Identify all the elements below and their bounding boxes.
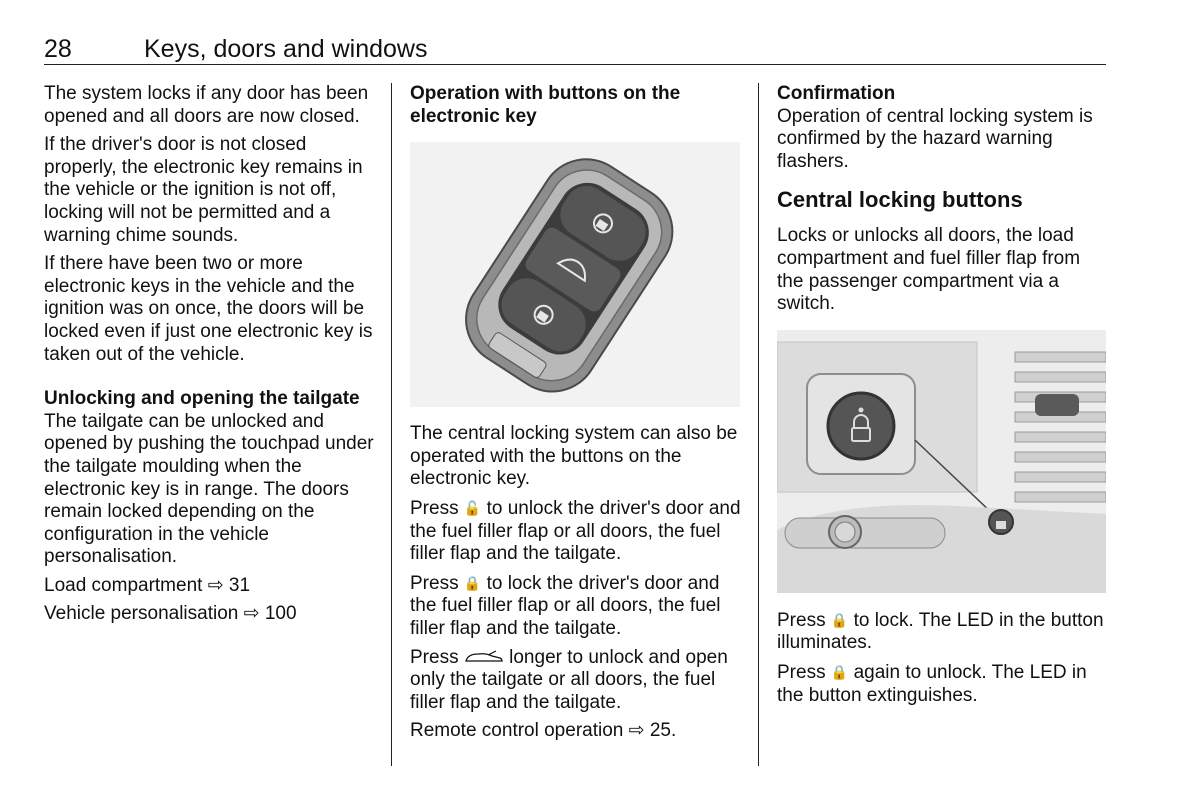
- paragraph: The tailgate can be unlocked and opened by pushing the touchpad under the tailgate moulding when the electronic key is in range. The doors remain locked depending on the configuration in the vehicle personalisation.: [44, 410, 374, 568]
- instruction-text: to lock. The LED in the button illuminates.: [777, 609, 1104, 654]
- cross-reference-remote-control[interactable]: [410, 720, 746, 743]
- column-1: [44, 83, 376, 632]
- reference-arrow-icon: ⇨: [628, 720, 645, 742]
- press-word: Press: [410, 646, 459, 668]
- confirmation-heading: Confirmation: [777, 83, 896, 104]
- reference-text: Load compartment: [44, 574, 203, 596]
- central-locking-heading: Central locking buttons: [777, 187, 1023, 213]
- chapter-title: Keys, doors and windows: [144, 35, 428, 63]
- press-word: Press: [777, 661, 826, 683]
- unlock-instruction: [410, 497, 746, 566]
- column-divider: [758, 83, 759, 766]
- paragraph: Operation of central locking system is confirmed by the hazard warning flashers.: [777, 105, 1093, 172]
- instruction-text: to unlock the driver's door and the fuel filler flap or all doors, the fuel filler flap and the tailgate.: [410, 497, 741, 565]
- cross-reference-load-compartment[interactable]: [44, 575, 376, 598]
- tailgate-instruction: [410, 647, 746, 715]
- central-lock-icon: 🔒: [830, 611, 849, 628]
- reference-arrow-icon: ⇨: [243, 603, 260, 625]
- reference-page: 31: [228, 574, 251, 596]
- column-2: [410, 83, 746, 749]
- lock-instruction: [410, 572, 746, 641]
- paragraph: The central locking system can also be operated with the buttons on the electronic key.: [410, 423, 738, 490]
- cross-reference-vehicle-personalisation[interactable]: [44, 603, 376, 626]
- reference-arrow-icon: ⇨: [207, 574, 224, 596]
- page-number: 28: [44, 35, 72, 63]
- instruction-text: again to unlock. The LED in the button extinguishes.: [777, 661, 1087, 706]
- unlock-instruction: [777, 661, 1107, 707]
- press-word: Press: [410, 497, 459, 519]
- instruction-text: longer to unlock and open only the tailgate or all doors, the fuel filler flap and the tailgate.: [410, 646, 728, 713]
- column-divider: [391, 83, 392, 766]
- reference-text: Remote control operation: [410, 720, 624, 742]
- padlock-closed-icon: 🔒: [463, 574, 482, 591]
- press-word: Press: [410, 572, 459, 594]
- dashboard-illustration: [777, 330, 1106, 593]
- paragraph: Locks or unlocks all doors, the load compartment and fuel filler flap from the passenger compartment via a switch.: [777, 225, 1081, 315]
- column-3: [777, 83, 1107, 713]
- paragraph: The system locks if any door has been opened and all doors are now closed.: [44, 83, 369, 127]
- electronic-key-illustration: [410, 142, 740, 407]
- page-header: [44, 30, 1106, 65]
- reference-page: 100: [264, 603, 297, 625]
- reference-page: 25.: [649, 720, 677, 742]
- key-buttons-heading: Operation with buttons on the electronic key: [410, 83, 681, 127]
- paragraph: If the driver's door is not closed properly, the electronic key remains in the vehicle or the ignition is not off, locking will not be permitted and a warning chime sounds.: [44, 134, 363, 246]
- padlock-open-icon: 🔓: [463, 499, 482, 516]
- central-lock-icon: 🔒: [830, 663, 849, 680]
- instruction-text: to lock the driver's door and the fuel filler flap or all doors, the fuel filler flap and the tailgate.: [410, 572, 721, 639]
- reference-text: Vehicle personalisation: [44, 603, 239, 625]
- paragraph: If there have been two or more electronic keys in the vehicle and the ignition was on once, the doors will be locked even if just one electronic key is taken out of the vehicle.: [44, 253, 373, 365]
- lock-instruction: [777, 609, 1107, 655]
- press-word: Press: [777, 609, 826, 631]
- tailgate-heading: Unlocking and opening the tailgate: [44, 388, 360, 410]
- car-icon: [464, 650, 504, 664]
